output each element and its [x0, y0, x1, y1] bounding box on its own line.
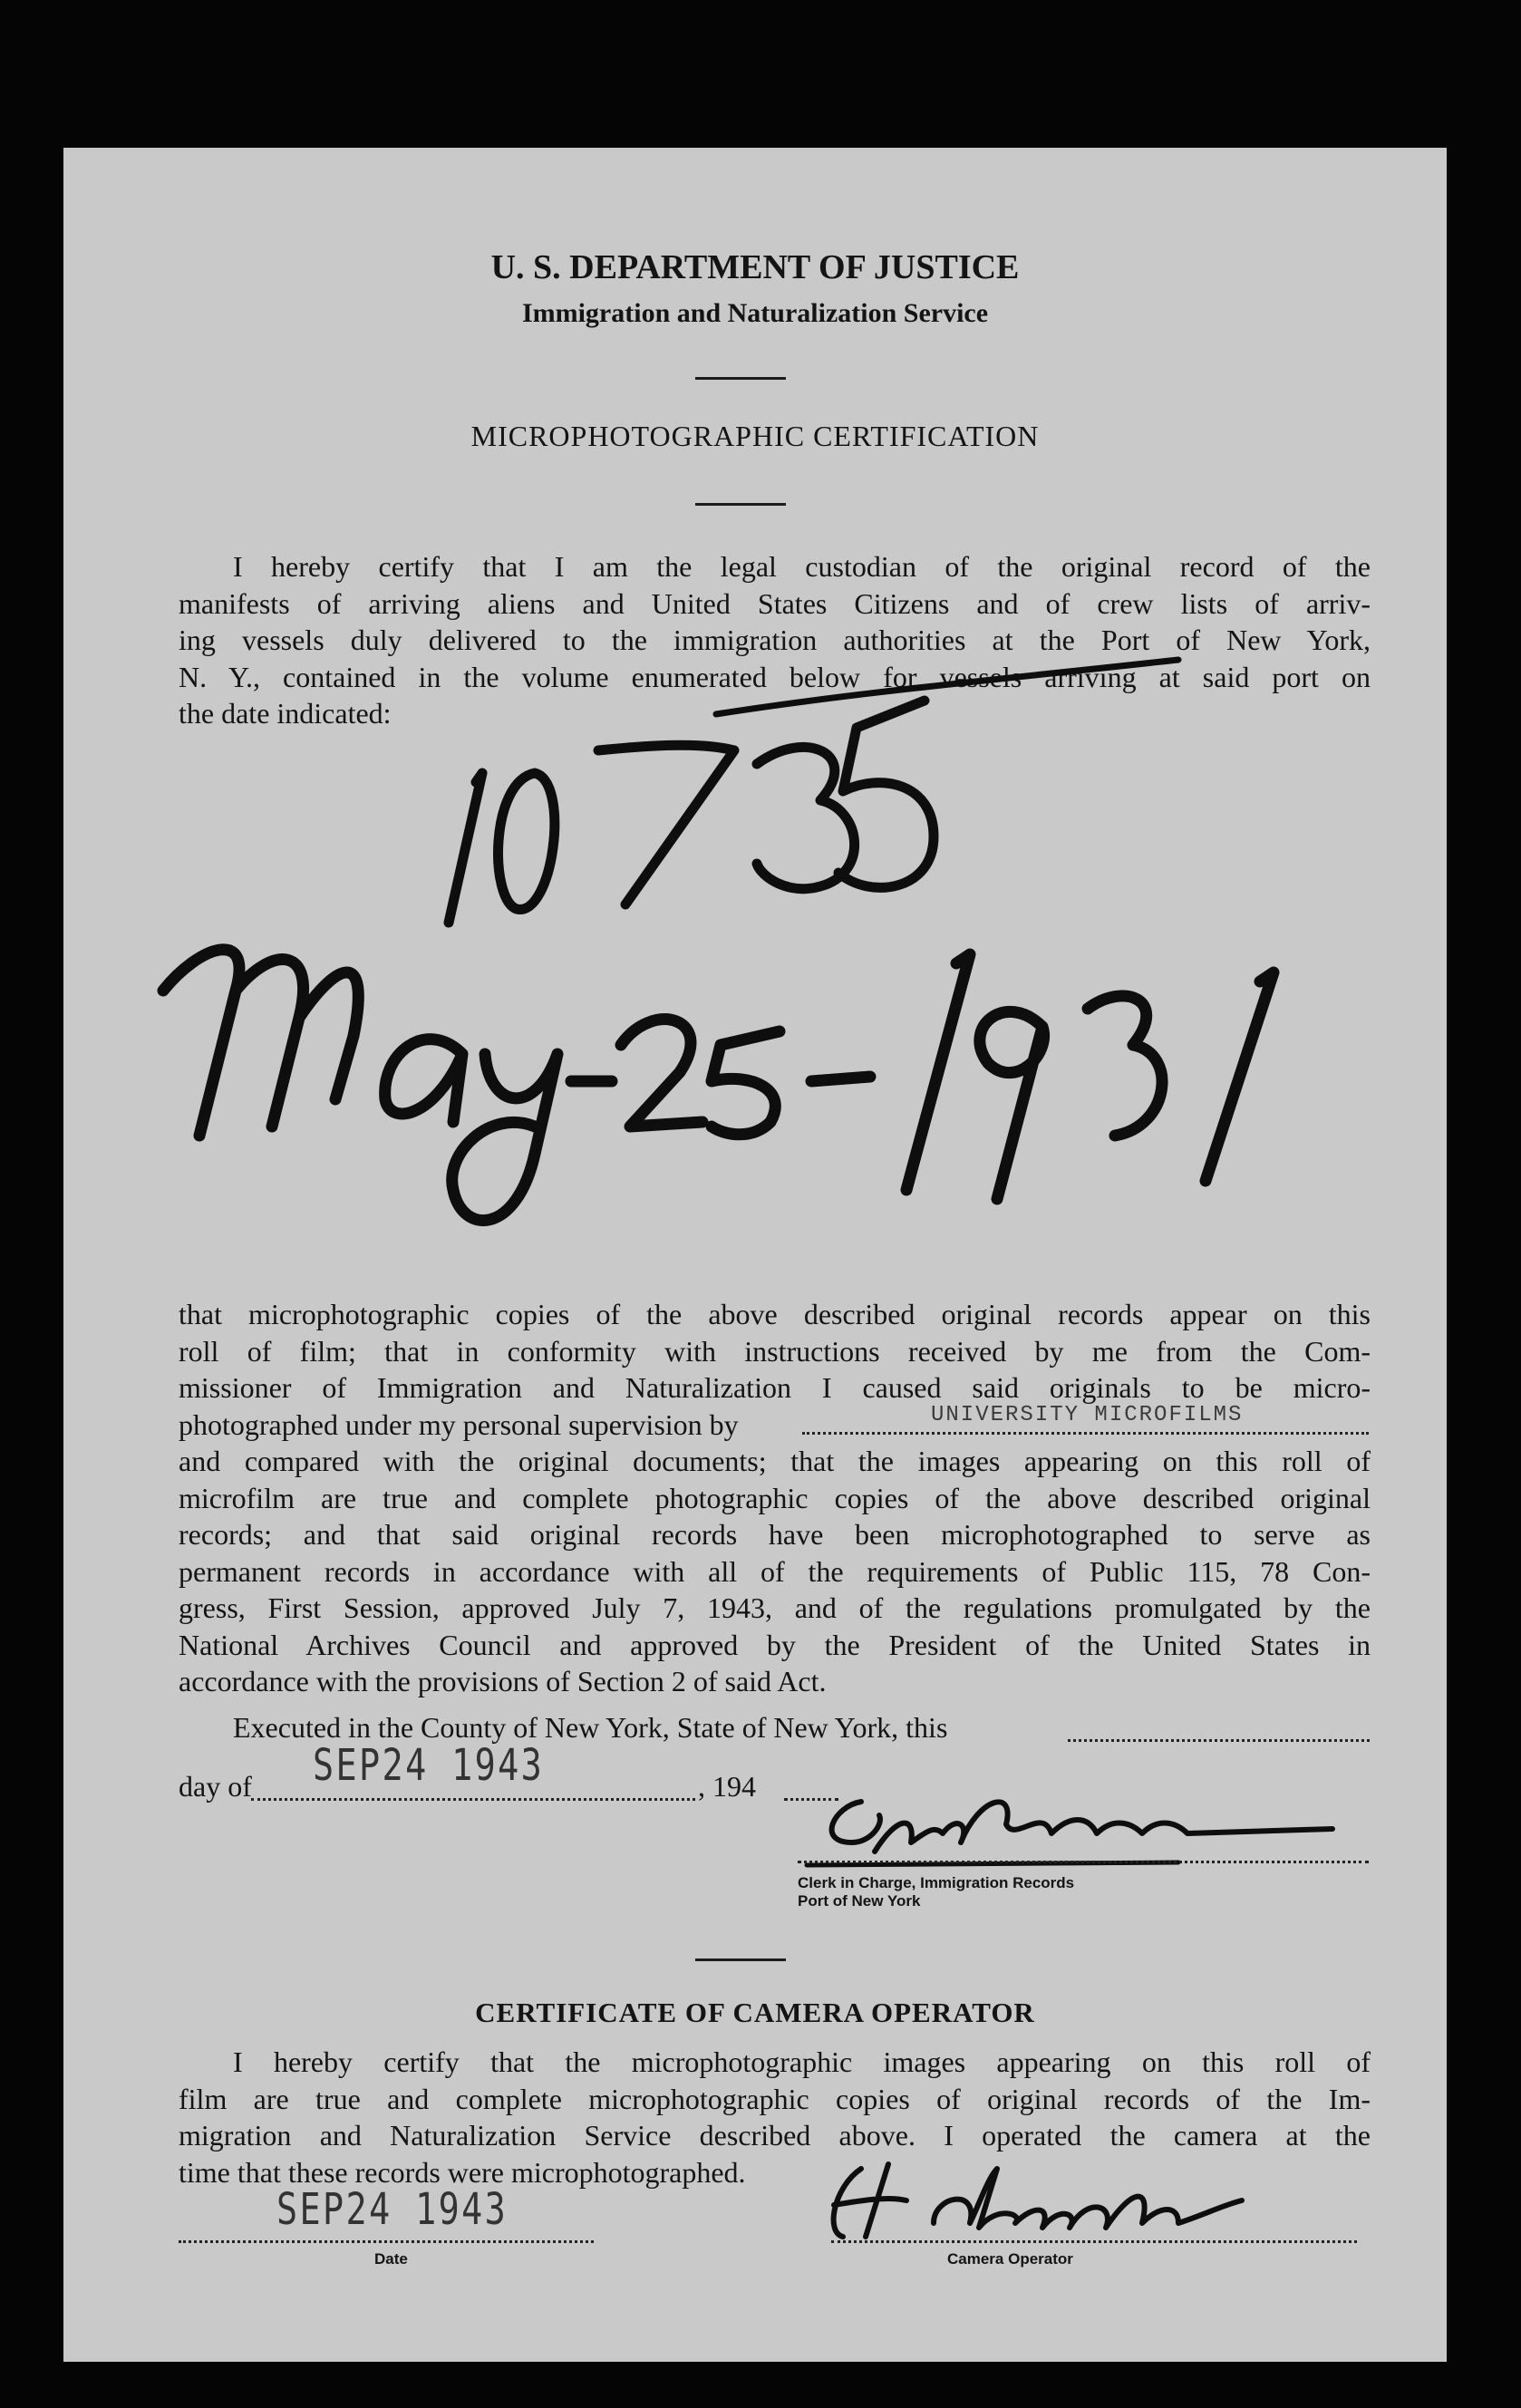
- day-of-dotted-line: [251, 1798, 695, 1801]
- camera-line-3: migration and Naturalization Service described above. I operated the camera at the: [179, 2119, 1371, 2152]
- camera-line-1: I hereby certify that the microphotographic images appearing on this roll of: [233, 2045, 1371, 2078]
- form-title: MICROPHOTOGRAPHIC CERTIFICATION: [470, 420, 1040, 452]
- body-line-4: [179, 1402, 1371, 1444]
- operator-signature-line: [831, 2240, 1357, 2243]
- letter-y: [452, 1054, 557, 1221]
- body-line-7: records; and that said original records have been microphotographed to serve as: [179, 1518, 1371, 1551]
- digit-1c: [1206, 972, 1274, 1181]
- camera-operator-signature: [752, 2151, 1260, 2250]
- body-line-9: gress, First Session, approved July 7, 1943, and of the regulations promulgated by the: [179, 1591, 1371, 1624]
- digit-9: [980, 1011, 1044, 1199]
- photographer-name: UNIVERSITY MICROFILMS: [931, 1402, 1244, 1427]
- camera-line-4: time that these records were microphotographed.: [179, 2155, 746, 2189]
- camera-line-2: film are true and complete microphotographic copies of original records of the Im-: [179, 2082, 1371, 2115]
- department-title: U. S. DEPARTMENT OF JUSTICE: [490, 248, 1020, 286]
- year-prefix: , 194: [698, 1770, 756, 1803]
- body-line-8: permanent records in accordance with all of the requirements of Public 115, 78 Con-: [179, 1554, 1371, 1588]
- handwritten-arrival-date: [63, 148, 1447, 1326]
- opening-line-5: the date indicated:: [179, 697, 392, 730]
- opening-line-3: ing vessels duly delivered to the immigration authorities at the Port of New York,: [179, 624, 1371, 656]
- day-of-label: day of: [179, 1770, 252, 1803]
- digit-3b: [1088, 996, 1162, 1136]
- service-subtitle: Immigration and Naturalization Service: [521, 298, 989, 328]
- body-paragraph: [179, 1296, 1371, 1700]
- digit-1b: [906, 954, 970, 1190]
- operator-date-stamp: SEP24 1943: [276, 2184, 509, 2235]
- execution-date-stamp: SEP24 1943: [313, 1740, 545, 1791]
- body-line-5: and compared with the original documents; that the images appearing on this roll of: [179, 1445, 1371, 1477]
- body-line-2: roll of film; that in conformity with instructions received by me from the Com-: [179, 1334, 1371, 1368]
- section-divider: [695, 1958, 786, 1961]
- digit-5b: [712, 1031, 780, 1135]
- digit-2: [621, 1020, 702, 1127]
- body-line-3: missioner of Immigration and Naturalization I caused said originals to be micro-: [179, 1371, 1371, 1404]
- camera-operator-label: Camera Operator: [947, 2250, 1073, 2268]
- letter-M: [163, 950, 358, 1136]
- certificate-document: [63, 148, 1447, 2362]
- letter-a: [385, 1040, 462, 1122]
- executed-day-dotted-line: [1068, 1739, 1370, 1742]
- body-line-11: accordance with the provisions of Section 2 of said Act.: [179, 1665, 827, 1697]
- body-line-1: that microphotographic copies of the above described original records appear on this: [179, 1298, 1371, 1330]
- dash-2: [811, 1077, 870, 1081]
- body-line-10: National Archives Council and approved by the President of the United States in: [179, 1628, 1371, 1661]
- body-line-6: microfilm are true and complete photographic copies of the above described original: [179, 1481, 1371, 1514]
- clerk-signature: [798, 1779, 1342, 1879]
- operator-date-line: [179, 2240, 594, 2243]
- date-label: Date: [374, 2250, 408, 2268]
- clerk-signature-line: [798, 1861, 1369, 1863]
- supervision-text: photographed under my personal supervision by: [179, 1407, 739, 1441]
- executed-line: Executed in the County of New York, State of New York, this: [233, 1711, 948, 1744]
- opening-line-1: I hereby certify that I am the legal custodian of the original record of the: [233, 550, 1371, 583]
- clerk-title: Clerk in Charge, Immigration Records: [798, 1874, 1075, 1891]
- clerk-port: Port of New York: [798, 1892, 921, 1910]
- opening-line-4: N. Y., contained in the volume enumerated below for vessels arriving at said port on: [179, 660, 1371, 693]
- opening-line-2: manifests of arriving aliens and United States Citizens and of crew lists of arriv-: [179, 586, 1371, 620]
- camera-operator-title: CERTIFICATE OF CAMERA OPERATOR: [475, 1997, 1035, 2028]
